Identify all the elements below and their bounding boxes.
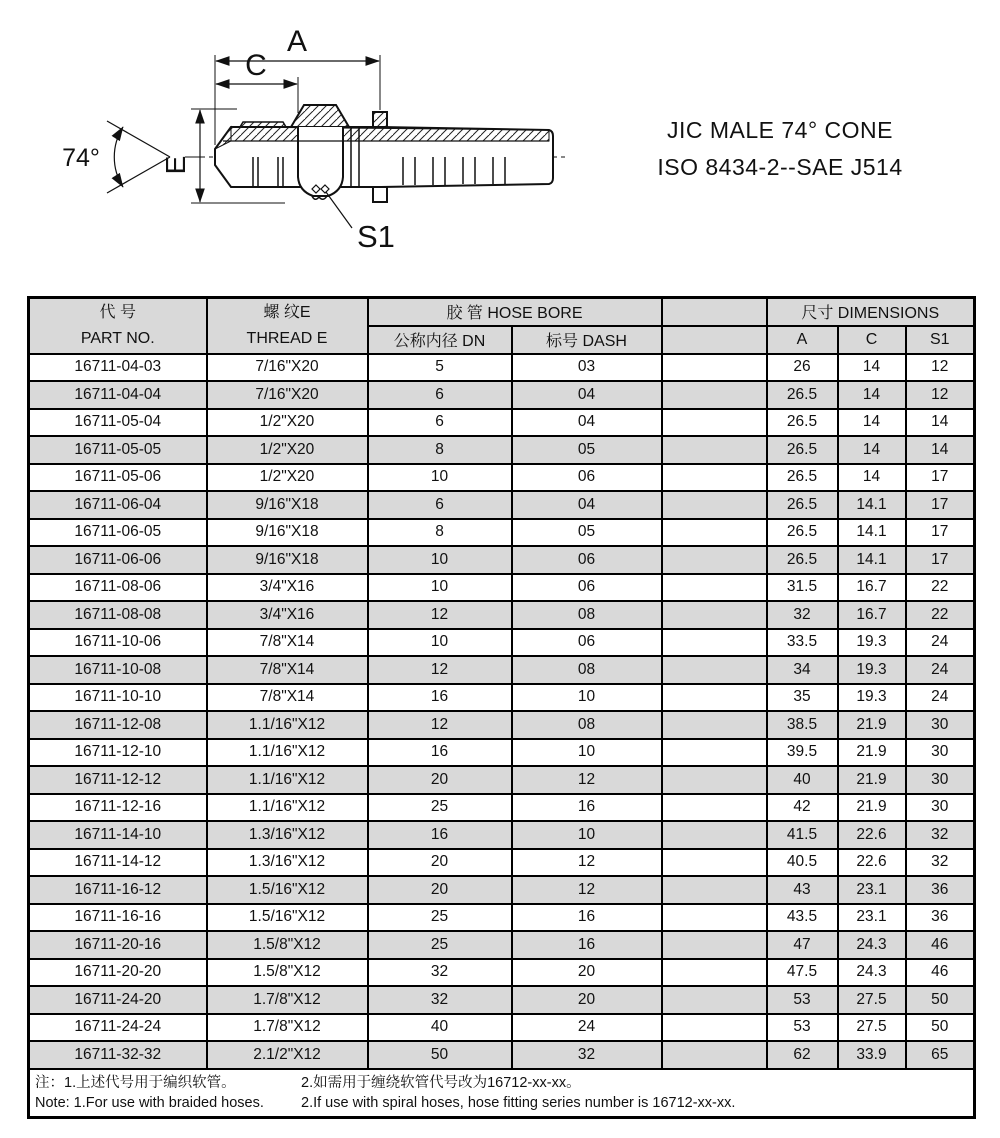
cell: 04 <box>512 381 662 409</box>
cell-blank <box>662 574 767 602</box>
cell: 7/8"X14 <box>207 684 368 712</box>
cell: 16 <box>512 794 662 822</box>
cell: 1.1/16"X12 <box>207 739 368 767</box>
title-block <box>600 112 960 186</box>
header-dn: 公称内径 DN <box>368 326 512 354</box>
cell: 16711-14-10 <box>29 821 207 849</box>
table-row <box>29 904 975 932</box>
cell: 16711-05-06 <box>29 464 207 492</box>
cell: 7/16"X20 <box>207 381 368 409</box>
cell: 16711-06-05 <box>29 519 207 547</box>
cell-blank <box>662 794 767 822</box>
cell: 33.9 <box>838 1041 906 1069</box>
cell: 06 <box>512 574 662 602</box>
cell: 33.5 <box>767 629 838 657</box>
cell: 20 <box>368 849 512 877</box>
table-row <box>29 601 975 629</box>
note-en-2: 2.If use with spiral hoses, hose fitting series number is 16712-xx-xx. <box>301 1094 736 1111</box>
cell: 9/16"X18 <box>207 491 368 519</box>
cell: 16711-12-10 <box>29 739 207 767</box>
dim-label-s1: S1 <box>357 219 395 254</box>
dimension-c <box>216 49 298 113</box>
cell-blank <box>662 711 767 739</box>
header-blank-bottom <box>662 326 767 354</box>
stop-collar-bottom <box>373 187 387 202</box>
cell-blank <box>662 546 767 574</box>
cell: 10 <box>512 684 662 712</box>
cell: 62 <box>767 1041 838 1069</box>
cell: 03 <box>512 354 662 382</box>
cell: 14.1 <box>838 519 906 547</box>
cell: 16 <box>368 739 512 767</box>
cell: 53 <box>767 986 838 1014</box>
cell: 41.5 <box>767 821 838 849</box>
dim-label-c: C <box>245 49 267 82</box>
cell: 21.9 <box>838 766 906 794</box>
cell: 24 <box>906 684 975 712</box>
dim-label-e: E <box>160 155 191 175</box>
cell: 16.7 <box>838 574 906 602</box>
cell: 16711-08-06 <box>29 574 207 602</box>
cell: 6 <box>368 381 512 409</box>
cell: 14 <box>906 436 975 464</box>
cell: 16711-08-08 <box>29 601 207 629</box>
product-standard: ISO 8434-2--SAE J514 <box>657 154 903 180</box>
cell: 14 <box>838 436 906 464</box>
cell: 16 <box>368 821 512 849</box>
table-row <box>29 491 975 519</box>
cell: 10 <box>512 821 662 849</box>
cell: 32 <box>368 986 512 1014</box>
cell-blank <box>662 519 767 547</box>
note-cn-1: 注：1.上述代号用于编织软管。 <box>35 1074 236 1091</box>
cell: 19.3 <box>838 629 906 657</box>
cell: 14 <box>838 354 906 382</box>
cell: 1.1/16"X12 <box>207 766 368 794</box>
cell: 50 <box>906 986 975 1014</box>
header-dim-c: C <box>838 326 906 354</box>
cell: 12 <box>512 849 662 877</box>
table-row <box>29 464 975 492</box>
cell: 23.1 <box>838 876 906 904</box>
cell: 40 <box>368 1014 512 1042</box>
cell: 05 <box>512 436 662 464</box>
cell: 31.5 <box>767 574 838 602</box>
cell: 06 <box>512 629 662 657</box>
cell: 3/4"X16 <box>207 601 368 629</box>
cell: 24 <box>906 656 975 684</box>
header-blank-top <box>662 298 767 326</box>
cell: 12 <box>512 766 662 794</box>
cell: 16711-12-16 <box>29 794 207 822</box>
cone-angle-label: 74° <box>62 144 100 172</box>
cell: 12 <box>368 656 512 684</box>
cell-blank <box>662 959 767 987</box>
table-row <box>29 1041 975 1069</box>
cell: 6 <box>368 409 512 437</box>
cell: 14.1 <box>838 491 906 519</box>
cell: 40.5 <box>767 849 838 877</box>
notes-cell <box>29 1069 975 1118</box>
cell: 16711-16-16 <box>29 904 207 932</box>
cell: 6 <box>368 491 512 519</box>
cell: 26.5 <box>767 519 838 547</box>
cell: 16711-16-12 <box>29 876 207 904</box>
cell: 25 <box>368 931 512 959</box>
table-row <box>29 574 975 602</box>
table-row <box>29 629 975 657</box>
cell: 08 <box>512 601 662 629</box>
cell: 43.5 <box>767 904 838 932</box>
table-row <box>29 546 975 574</box>
cell: 16711-14-12 <box>29 849 207 877</box>
cell-blank <box>662 821 767 849</box>
table-row <box>29 959 975 987</box>
cell: 16711-24-20 <box>29 986 207 1014</box>
cell: 16711-05-04 <box>29 409 207 437</box>
cell: 04 <box>512 491 662 519</box>
cell: 36 <box>906 876 975 904</box>
table-row <box>29 656 975 684</box>
header-dim-a: A <box>767 326 838 354</box>
cell: 10 <box>512 739 662 767</box>
notes-row <box>29 1069 975 1118</box>
cell: 16711-10-10 <box>29 684 207 712</box>
cell: 27.5 <box>838 986 906 1014</box>
cell: 08 <box>512 711 662 739</box>
cell: 1.3/16"X12 <box>207 849 368 877</box>
cell: 1.1/16"X12 <box>207 794 368 822</box>
cell: 16711-04-03 <box>29 354 207 382</box>
cell: 24.3 <box>838 959 906 987</box>
cell-blank <box>662 1041 767 1069</box>
cell: 26.5 <box>767 436 838 464</box>
cell: 1/2"X20 <box>207 409 368 437</box>
cell: 12 <box>906 381 975 409</box>
fitting-drawing-svg <box>25 15 590 260</box>
cell: 17 <box>906 464 975 492</box>
note-line-cn <box>35 1073 968 1093</box>
cell-blank <box>662 381 767 409</box>
cell: 22.6 <box>838 821 906 849</box>
cell: 26.5 <box>767 491 838 519</box>
cell: 14 <box>838 381 906 409</box>
cell: 16.7 <box>838 601 906 629</box>
cell: 10 <box>368 574 512 602</box>
spec-table <box>27 296 976 1119</box>
cell-blank <box>662 409 767 437</box>
cell: 26.5 <box>767 464 838 492</box>
cell-blank <box>662 684 767 712</box>
cell: 26.5 <box>767 546 838 574</box>
table-row <box>29 711 975 739</box>
cell: 22.6 <box>838 849 906 877</box>
table-row <box>29 381 975 409</box>
cell: 22 <box>906 601 975 629</box>
cell-blank <box>662 656 767 684</box>
cell: 24 <box>512 1014 662 1042</box>
cell: 5 <box>368 354 512 382</box>
stop-collar-top <box>373 112 387 127</box>
cell: 16711-05-05 <box>29 436 207 464</box>
cell: 38.5 <box>767 711 838 739</box>
cell: 20 <box>368 766 512 794</box>
cell: 24 <box>906 629 975 657</box>
cell-blank <box>662 464 767 492</box>
cell-blank <box>662 766 767 794</box>
cell: 65 <box>906 1041 975 1069</box>
table-row <box>29 931 975 959</box>
header-dim-s1: S1 <box>906 326 975 354</box>
cell: 16 <box>512 904 662 932</box>
cell: 16711-06-06 <box>29 546 207 574</box>
table-row <box>29 821 975 849</box>
table-row <box>29 1014 975 1042</box>
cell: 30 <box>906 766 975 794</box>
cell: 2.1/2"X12 <box>207 1041 368 1069</box>
cell: 16711-20-20 <box>29 959 207 987</box>
cell: 46 <box>906 931 975 959</box>
cell: 26.5 <box>767 409 838 437</box>
cell: 30 <box>906 794 975 822</box>
table-row <box>29 684 975 712</box>
cell: 1.7/8"X12 <box>207 1014 368 1042</box>
dim-label-a: A <box>286 25 308 58</box>
cell: 16711-12-08 <box>29 711 207 739</box>
header-part-no: 代 号 PART NO. <box>29 298 207 354</box>
cell: 50 <box>368 1041 512 1069</box>
cell: 24.3 <box>838 931 906 959</box>
cell: 16 <box>368 684 512 712</box>
note-cn-2: 2.如需用于缠绕软管代号改为16712-xx-xx。 <box>301 1074 581 1091</box>
cell: 25 <box>368 794 512 822</box>
cell: 26 <box>767 354 838 382</box>
cell-blank <box>662 876 767 904</box>
cell: 35 <box>767 684 838 712</box>
cell-blank <box>662 354 767 382</box>
cell: 16711-20-16 <box>29 931 207 959</box>
cell-blank <box>662 849 767 877</box>
cell: 10 <box>368 546 512 574</box>
cell: 16711-06-04 <box>29 491 207 519</box>
cell: 14 <box>838 409 906 437</box>
cell: 21.9 <box>838 794 906 822</box>
note-en-1: Note: 1.For use with braided hoses. <box>35 1094 264 1111</box>
cell: 27.5 <box>838 1014 906 1042</box>
cell: 47.5 <box>767 959 838 987</box>
thread-crest <box>240 122 286 127</box>
cell: 47 <box>767 931 838 959</box>
cell: 30 <box>906 739 975 767</box>
cell: 7/8"X14 <box>207 629 368 657</box>
cell: 20 <box>368 876 512 904</box>
cell: 16711-12-12 <box>29 766 207 794</box>
table-row <box>29 794 975 822</box>
fitting-technical-drawing <box>25 15 590 260</box>
header-thread: 螺 纹E THREAD E <box>207 298 368 354</box>
cell: 43 <box>767 876 838 904</box>
cell: 34 <box>767 656 838 684</box>
cell: 7/16"X20 <box>207 354 368 382</box>
cell-blank <box>662 491 767 519</box>
cell: 10 <box>368 464 512 492</box>
header-dimensions: 尺寸 DIMENSIONS <box>767 298 975 326</box>
cell: 42 <box>767 794 838 822</box>
cell: 04 <box>512 409 662 437</box>
cell: 32 <box>767 601 838 629</box>
header-dash: 标号 DASH <box>512 326 662 354</box>
cell: 08 <box>512 656 662 684</box>
cell: 21.9 <box>838 739 906 767</box>
cell: 32 <box>906 821 975 849</box>
cell: 06 <box>512 464 662 492</box>
header-hose-bore: 胶 管 HOSE BORE <box>368 298 662 326</box>
cell: 36 <box>906 904 975 932</box>
table-row <box>29 986 975 1014</box>
table-row <box>29 436 975 464</box>
cell: 16 <box>512 931 662 959</box>
section-hatch-band <box>231 127 549 141</box>
cell: 16711-24-24 <box>29 1014 207 1042</box>
cell: 17 <box>906 491 975 519</box>
product-title: JIC MALE 74° CONE <box>666 117 894 143</box>
cell: 46 <box>906 959 975 987</box>
cell: 20 <box>512 986 662 1014</box>
cell: 32 <box>368 959 512 987</box>
cell: 7/8"X14 <box>207 656 368 684</box>
cell: 8 <box>368 519 512 547</box>
cell-blank <box>662 739 767 767</box>
cell: 1/2"X20 <box>207 464 368 492</box>
cell: 16711-04-04 <box>29 381 207 409</box>
cell: 1.5/16"X12 <box>207 876 368 904</box>
cell: 12 <box>368 601 512 629</box>
cell: 12 <box>906 354 975 382</box>
cell: 16711-32-32 <box>29 1041 207 1069</box>
cell: 22 <box>906 574 975 602</box>
table-row <box>29 739 975 767</box>
cell-blank <box>662 1014 767 1042</box>
cell: 21.9 <box>838 711 906 739</box>
cell: 9/16"X18 <box>207 519 368 547</box>
cell: 19.3 <box>838 656 906 684</box>
cell: 12 <box>368 711 512 739</box>
cell: 20 <box>512 959 662 987</box>
cell: 05 <box>512 519 662 547</box>
cell: 1.7/8"X12 <box>207 986 368 1014</box>
cell-blank <box>662 629 767 657</box>
table-body <box>29 354 975 1069</box>
table-row <box>29 354 975 382</box>
cell-blank <box>662 904 767 932</box>
cell: 16711-10-06 <box>29 629 207 657</box>
note-line-en <box>35 1093 968 1113</box>
cell: 3/4"X16 <box>207 574 368 602</box>
cell: 19.3 <box>838 684 906 712</box>
cell: 53 <box>767 1014 838 1042</box>
spec-table-header <box>29 298 975 354</box>
table-row <box>29 409 975 437</box>
table-row <box>29 766 975 794</box>
cell: 17 <box>906 519 975 547</box>
cell: 23.1 <box>838 904 906 932</box>
cell: 9/16"X18 <box>207 546 368 574</box>
cell: 12 <box>512 876 662 904</box>
cell: 1.1/16"X12 <box>207 711 368 739</box>
cell-blank <box>662 601 767 629</box>
cell-blank <box>662 986 767 1014</box>
cell: 17 <box>906 546 975 574</box>
table-row <box>29 519 975 547</box>
cell: 32 <box>906 849 975 877</box>
cell: 1.5/8"X12 <box>207 959 368 987</box>
cell: 10 <box>368 629 512 657</box>
cell: 1.5/16"X12 <box>207 904 368 932</box>
cell: 14.1 <box>838 546 906 574</box>
cell: 16711-10-08 <box>29 656 207 684</box>
cell: 50 <box>906 1014 975 1042</box>
cell: 26.5 <box>767 381 838 409</box>
cell: 06 <box>512 546 662 574</box>
cell: 1.5/8"X12 <box>207 931 368 959</box>
cell: 8 <box>368 436 512 464</box>
table-row <box>29 876 975 904</box>
cell: 30 <box>906 711 975 739</box>
cell: 14 <box>838 464 906 492</box>
hex-profile <box>298 127 343 196</box>
cell: 1/2"X20 <box>207 436 368 464</box>
cell: 1.3/16"X12 <box>207 821 368 849</box>
cell: 39.5 <box>767 739 838 767</box>
hex-section-hatch <box>291 105 349 127</box>
cell: 40 <box>767 766 838 794</box>
cell: 25 <box>368 904 512 932</box>
cell-blank <box>662 436 767 464</box>
cell-blank <box>662 931 767 959</box>
cell: 14 <box>906 409 975 437</box>
cone-angle-74 <box>62 121 170 193</box>
cell: 32 <box>512 1041 662 1069</box>
table-row <box>29 849 975 877</box>
